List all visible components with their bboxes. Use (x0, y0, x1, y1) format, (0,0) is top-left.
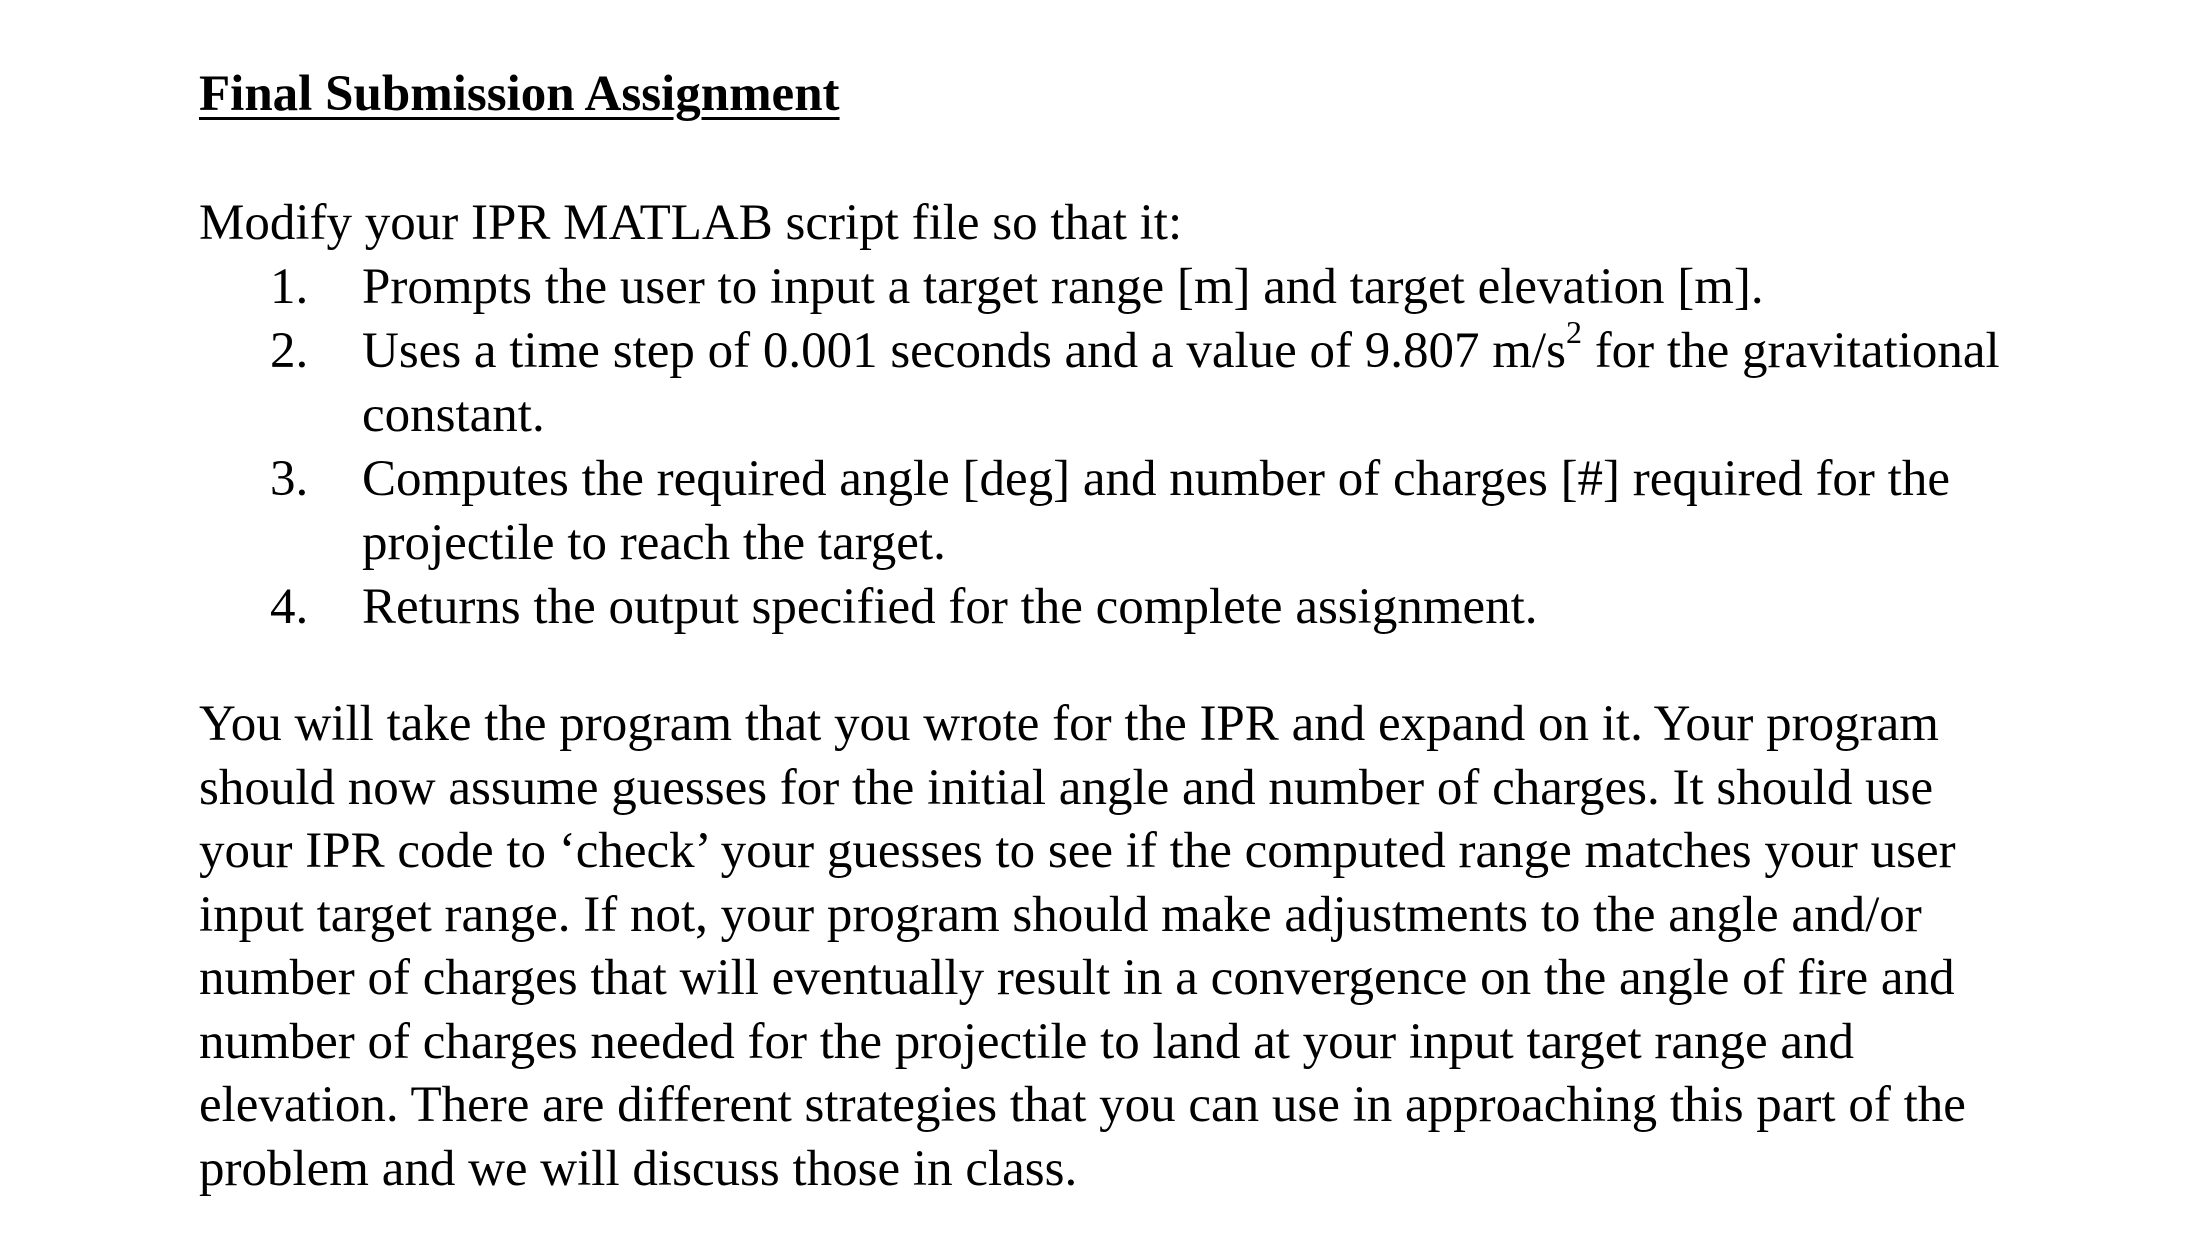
document-title: Final Submission Assignment (199, 66, 840, 122)
superscript-exponent: 2 (1565, 314, 1582, 350)
intro-text: Modify your IPR MATLAB script file so that it: (199, 195, 1183, 251)
step-text-line: Prompts the user to input a target range [m] and target elevation [m]. (362, 259, 1764, 315)
paragraph-line: number of charges that will eventually result in a convergence on the angle of fire and (199, 950, 1955, 1006)
step-text-line: constant. (362, 387, 545, 443)
paragraph-line: You will take the program that you wrote for the IPR and expand on it. Your program (199, 696, 1939, 752)
step-number: 3. (270, 451, 309, 507)
step-text-line: projectile to reach the target. (362, 515, 946, 571)
step-text-line: Computes the required angle [deg] and number of charges [#] required for the (362, 451, 1950, 507)
step-item-4 (270, 575, 2170, 639)
paragraph-line: input target range. If not, your program should make adjustments to the angle and/or (199, 886, 1922, 943)
step-number: 1. (270, 259, 309, 315)
step-text-pre: Uses a time step of 0.001 seconds and a value of 9.807 m/s (362, 323, 1566, 379)
step-number: 4. (270, 579, 309, 635)
body-paragraph (199, 693, 2109, 1201)
step-text-line: Returns the output specified for the complete assignment. (362, 579, 1538, 635)
step-text-post: for the gravitational (1581, 323, 2000, 379)
paragraph-line: your IPR code to ‘check’ your guesses to see if the computed range matches your user (199, 823, 1956, 879)
step-item-2 (270, 314, 2170, 447)
steps-list (270, 255, 2170, 639)
step-number: 2. (270, 323, 309, 379)
paragraph-line: number of charges needed for the projectile to land at your input target range and (199, 1013, 1855, 1070)
step-item-3 (270, 447, 2170, 575)
paragraph-line: should now assume guesses for the initial angle and number of charges. It should use (199, 759, 1934, 816)
step-text-line (362, 314, 2170, 383)
step-item-1 (270, 255, 2170, 319)
paragraph-line: problem and we will discuss those in class. (199, 1140, 1078, 1197)
paragraph-line: elevation. There are different strategies that you can use in approaching this part of the (199, 1077, 1966, 1133)
